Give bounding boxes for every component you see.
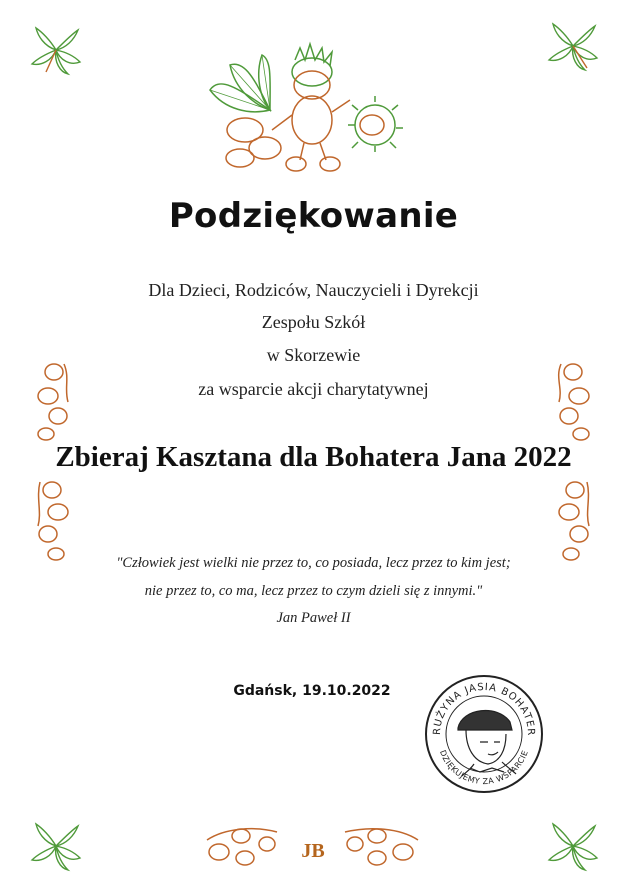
boy-portrait-icon: [458, 711, 516, 776]
chestnut-leaf-icon: [545, 818, 601, 874]
place-date: Gdańsk, 19.10.2022: [233, 683, 391, 699]
quote-line: nie przez to, co ma, lecz przez to czym dzieli się z innymi.": [144, 583, 483, 599]
stamp-bottom-text: DZIĘKUJEMY ZA WSPARCIE: [437, 748, 530, 787]
recipient-line: Dla Dzieci, Rodziców, Nauczycieli i Dyrekcji: [148, 280, 479, 300]
chestnut-character-illustration: [200, 30, 420, 180]
chestnut-border-icon: [553, 478, 593, 563]
stamp-top-text: DRUŻYNA JASIA BOHATERA: [417, 664, 537, 737]
recipient-line: za wsparcie akcji charytatywnej: [198, 379, 429, 399]
monogram: JB: [301, 840, 325, 862]
chestnut-leaf-icon: [28, 818, 84, 874]
chestnut-border-icon: [553, 358, 593, 443]
chestnut-border-icon: [34, 478, 74, 563]
chestnut-leaf-icon: [28, 22, 84, 78]
certificate-title: Podziękowanie: [168, 196, 459, 236]
chestnut-border-icon: [34, 358, 74, 443]
quote-line: "Człowiek jest wielki nie przez to, co posiada, lecz przez to kim jest;: [116, 555, 511, 571]
team-stamp: [417, 664, 546, 796]
recipient-line: Zespołu Szkół: [261, 312, 366, 332]
event-name: Zbieraj Kasztana dla Bohatera Jana 2022: [55, 441, 572, 473]
quote-author: Jan Paweł II: [276, 610, 351, 626]
recipient-line: w Skorzewie: [266, 345, 361, 365]
chestnut-leaf-icon: [545, 18, 601, 74]
